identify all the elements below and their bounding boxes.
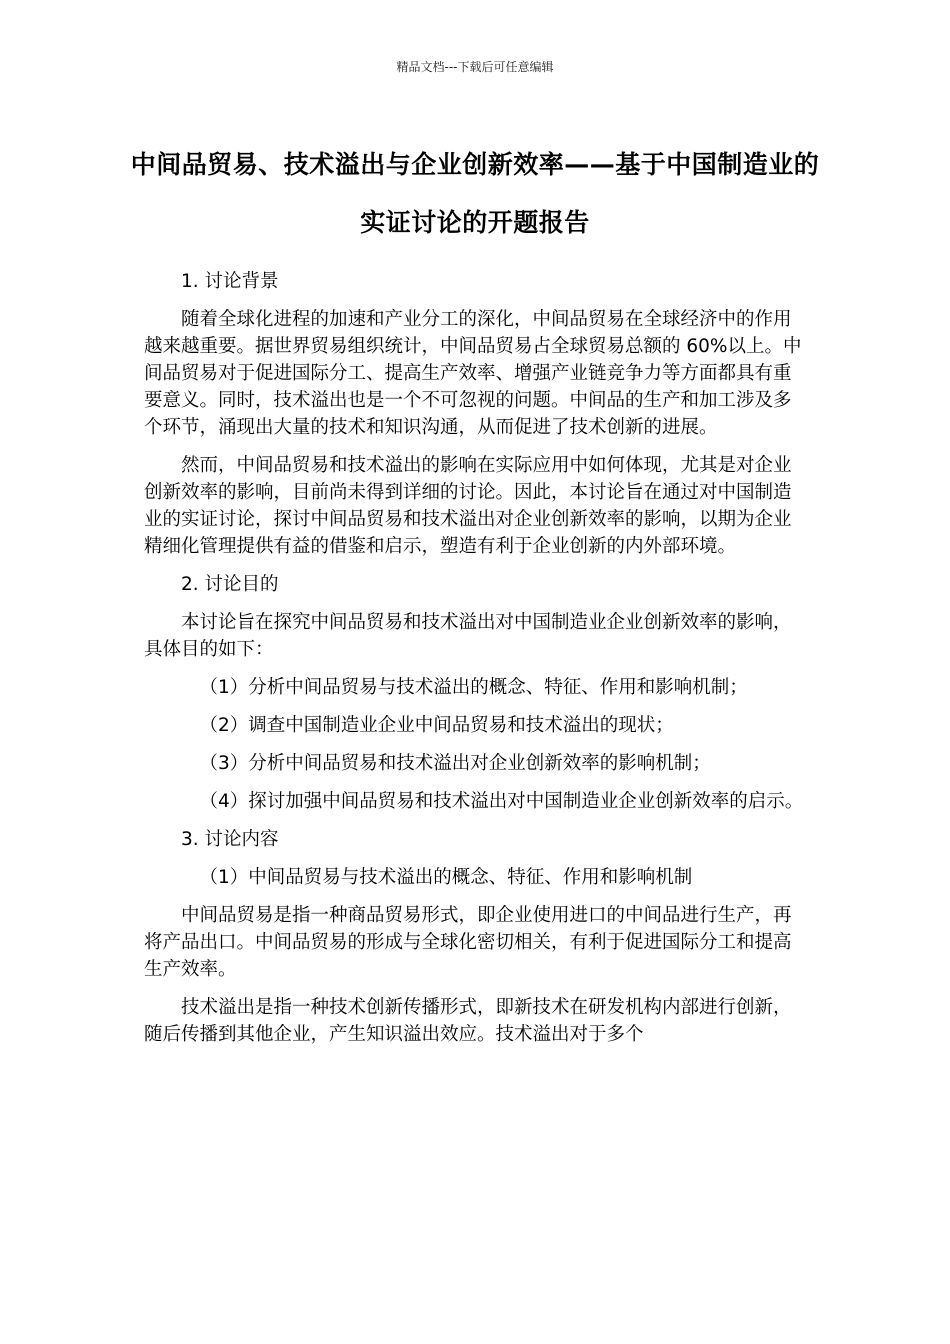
paragraph: 本讨论旨在探究中间品贸易和技术溢出对中国制造业企业创新效率的影响，具体目的如下： <box>144 612 792 660</box>
paragraph: 中间品贸易是指一种商品贸易形式，即企业使用进口的中间品进行生产，再将产品出口。中间品贸易的形成与全球化密切相关，有利于促进国际分工和提高生产效率。 <box>144 905 792 980</box>
page-header: 精品文档---下载后可任意编辑 <box>396 60 554 74</box>
paragraph: 随着全球化进程的加速和产业分工的深化，中间品贸易在全球经济中的作用越来越重要。据世界贸易组织统计，中间品贸易占全球贸易总额的 60%以上。中间品贸易对于促进国际分工、提高生产效率、增强产业链竞争力等方面都具有重要意义。同时，技术溢出也是一个不可忽视的问题。中间品的生产和加工涉及多个环节，涌现出大量的技术和知识沟通，从而促进了技术创新的进展。 <box>144 309 802 438</box>
subsection-heading: （1）中间品贸易与技术溢出的概念、特征、作用和影响机制 <box>199 867 693 888</box>
paragraph: 技术溢出是指一种技术创新传播形式，即新技术在研发机构内部进行创新，随后传播到其他企业，产生知识溢出效应。技术溢出对于多个 <box>144 997 792 1045</box>
list-item: （4）探讨加强中间品贸易和技术溢出对中国制造业企业创新效率的启示。 <box>199 791 804 812</box>
list-item: （2）调查中国制造业企业中间品贸易和技术溢出的现状； <box>199 715 674 736</box>
document-title: 中间品贸易、技术溢出与企业创新效率——基于中国制造业的实证讨论的开题报告 <box>130 150 820 237</box>
section-heading-purpose: 2. 讨论目的 <box>181 574 279 595</box>
list-item: （3）分析中间品贸易和技术溢出对企业创新效率的影响机制； <box>199 753 711 774</box>
section-heading-content: 3. 讨论内容 <box>181 829 279 850</box>
list-item: （1）分析中间品贸易与技术溢出的概念、特征、作用和影响机制； <box>199 677 748 698</box>
paragraph: 然而，中间品贸易和技术溢出的影响在实际应用中如何体现，尤其是对企业创新效率的影响，目前尚未得到详细的讨论。因此，本讨论旨在通过对中国制造业的实证讨论，探讨中间品贸易和技术溢出对企业创新效率的影响，以期为企业精细化管理提供有益的借鉴和启示，塑造有利于企业创新的内外部环境。 <box>144 455 792 557</box>
document-body <box>144 268 808 1059</box>
section-heading-background: 1. 讨论背景 <box>181 271 279 292</box>
